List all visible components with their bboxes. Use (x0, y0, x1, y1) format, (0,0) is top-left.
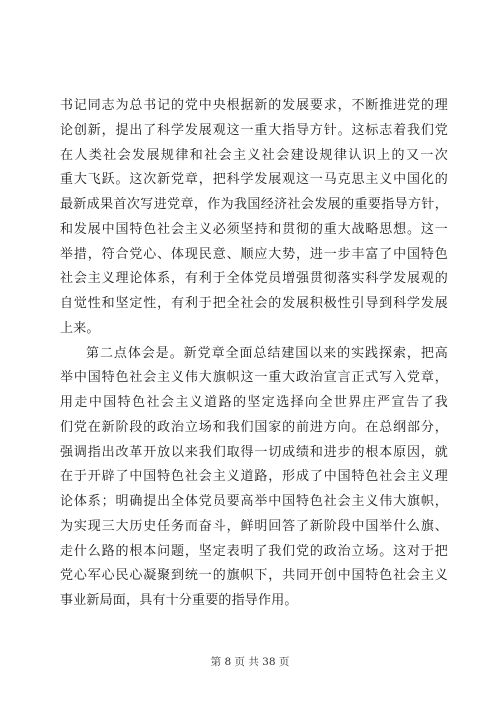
text-line: 社会主义理论体系，有利于全体党员增强贯彻落实科学发展观的 (60, 271, 448, 287)
text-line: 自觉性和坚定性，有利于把全社会的发展积极性引导到科学发展 (60, 296, 448, 311)
text-line: 党心军心民心凝聚到统一的旗帜下，共同开创中国特色社会主义 (60, 568, 448, 584)
text-line: 在人类社会发展规律和社会主义社会建设规律认识上的又一次 (60, 147, 448, 163)
text-line: 们党在新阶段的政治立场和我们国家的前进方向。在总纲部分， (60, 419, 448, 435)
text-line: 用走中国特色社会主义道路的坚定选择向全世界庄严宣告了我 (60, 395, 448, 410)
page-footer: 第 8 页 共 38 页 (210, 656, 290, 668)
text-line: 强调指出改革开放以来我们取得一切成绩和进步的根本原因，就 (60, 444, 448, 460)
text-line: 和发展中国特色社会主义必须坚持和贯彻的重大战略思想。这一 (60, 221, 448, 237)
text-line: 事业新局面，具有十分重要的指导作用。 (60, 593, 298, 608)
text-line: 走什么路的根本问题，坚定表明了我们党的政治立场。这对于把 (60, 543, 448, 559)
paragraph-2 (60, 342, 448, 614)
text-line: 上来。 (60, 320, 100, 336)
text-line: 第二点体会是。新党章全面总结建国以来的实践探索，把高 (86, 345, 448, 361)
body-text (60, 94, 448, 614)
paragraph-1 (60, 94, 448, 342)
text-line: 论创新，提出了科学发展观这一重大指导方针。这标志着我们党 (60, 122, 448, 138)
text-line: 在于开辟了中国特色社会主义道路，形成了中国特色社会主义理 (60, 469, 448, 485)
text-line: 举中国特色社会主义伟大旗帜这一重大政治宣言正式写入党章， (60, 370, 448, 386)
text-line: 最新成果首次写进党章，作为我国经济社会发展的重要指导方针， (60, 197, 448, 212)
text-line: 论体系；明确提出全体党员要高举中国特色社会主义伟大旗帜， (60, 494, 448, 509)
text-line: 书记同志为总书记的党中央根据新的发展要求，不断推进党的理 (60, 98, 448, 113)
text-line: 举措，符合党心、体现民意、顺应大势，进一步丰富了中国特色 (60, 246, 448, 262)
text-line: 重大飞跃。这次新党章，把科学发展观这一马克思主义中国化的 (60, 172, 448, 188)
text-line: 为实现三大历史任务而奋斗，鲜明回答了新阶段中国举什么旗、 (60, 518, 448, 534)
